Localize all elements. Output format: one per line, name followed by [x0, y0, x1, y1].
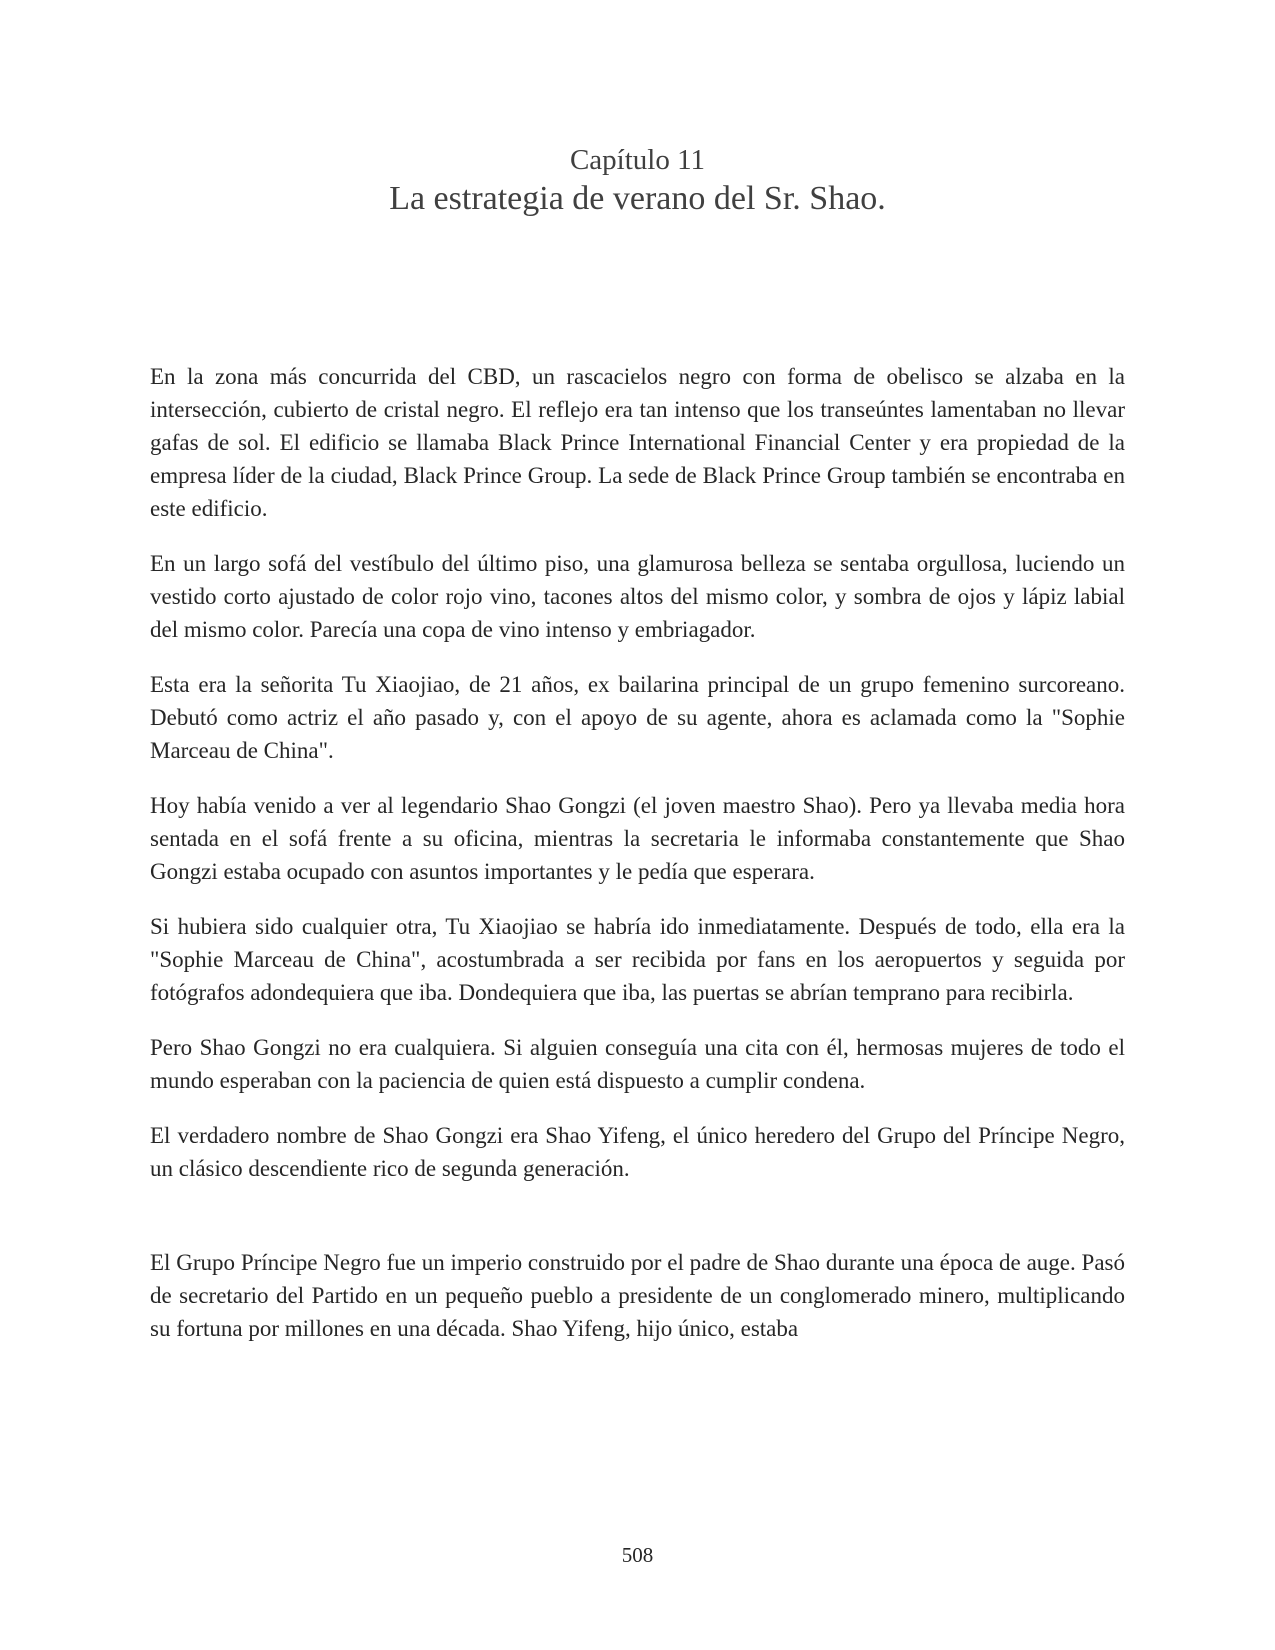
paragraph-6: Pero Shao Gongzi no era cualquiera. Si alguien conseguía una cita con él, hermosas mujeres de todo el mundo esperaban con la paciencia de quien está dispuesto a cumplir condena.	[150, 1035, 1125, 1093]
paragraph-7: El verdadero nombre de Shao Gongzi era Shao Yifeng, el único heredero del Grupo del Príncipe Negro, un clásico descendiente rico de segunda generación.	[150, 1123, 1125, 1181]
paragraph-4: Hoy había venido a ver al legendario Shao Gongzi (el joven maestro Shao). Pero ya llevaba media hora sentada en el sofá frente a su oficina, mientras la secretaria le informaba constantemente que Shao Gongzi estaba ocupado con asuntos importantes y le pedía que esperara.	[150, 793, 1125, 884]
paragraph-2: En un largo sofá del vestíbulo del último piso, una glamurosa belleza se sentaba orgullosa, luciendo un vestido corto ajustado de color rojo vino, tacones altos del mismo color, y sombra de ojos y lápiz labial del mismo color. Parecía una copa de vino intenso y embriagador.	[150, 551, 1125, 642]
chapter-number: Capítulo 11	[569, 144, 706, 176]
paragraph-5: Si hubiera sido cualquier otra, Tu Xiaojiao se habría ido inmediatamente. Después de todo, ella era la "Sophie Marceau de China", acostumbrada a ser recibida por fans en los aeropuertos y seguida por fotógrafos adondequiera que iba. Dondequiera que iba, las puertas se abrían temprano para recibirla.	[150, 914, 1125, 1005]
body-text	[150, 360, 1125, 1367]
paragraph-1: En la zona más concurrida del CBD, un rascacielos negro con forma de obelisco se alzaba en la intersección, cubierto de cristal negro. El reflejo era tan intenso que los transeúntes lamentaban no llevar gafas de sol. El edificio se llamaba Black Prince International Financial Center y era propiedad de la empresa líder de la ciudad, Black Prince Group. La sede de Black Prince Group también se encontraba en este edificio.	[150, 364, 1125, 521]
paragraph-8: El Grupo Príncipe Negro fue un imperio construido por el padre de Shao durante una época de auge. Pasó de secretario del Partido en un pequeño pueblo a presidente de un conglomerado minero, multiplicando su fortuna por millones en una década. Shao Yifeng, hijo único, estaba	[150, 1250, 1125, 1341]
page-number: 508	[621, 1543, 654, 1567]
paragraph-3: Esta era la señorita Tu Xiaojiao, de 21 años, ex bailarina principal de un grupo femenino surcoreano. Debutó como actriz el año pasado y, con el apoyo de su agente, ahora es aclamada como la "Sophie Marceau de China".	[150, 672, 1125, 763]
chapter-heading	[0, 142, 1275, 220]
chapter-title: La estrategia de verano del Sr. Shao.	[389, 180, 886, 217]
